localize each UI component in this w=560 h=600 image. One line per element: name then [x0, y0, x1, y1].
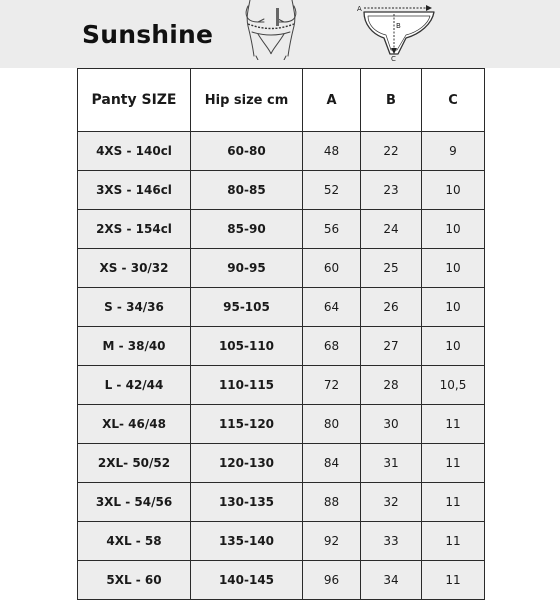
cell-panty-size: 3XL - 54/56 [78, 483, 191, 522]
cell-a: 88 [303, 483, 361, 522]
diagram-label-a: A [357, 5, 362, 13]
cell-panty-size: 2XL- 50/52 [78, 444, 191, 483]
cell-c: 11 [422, 444, 485, 483]
cell-a: 84 [303, 444, 361, 483]
cell-b: 33 [361, 522, 422, 561]
cell-hip-size: 105-110 [191, 327, 303, 366]
table-row [78, 444, 485, 483]
cell-a: 52 [303, 171, 361, 210]
header-panty-size: Panty SIZE [78, 69, 191, 132]
cell-b: 24 [361, 210, 422, 249]
cell-panty-size: 5XL - 60 [78, 561, 191, 600]
cell-c: 9 [422, 132, 485, 171]
header-hip-size: Hip size cm [191, 69, 303, 132]
cell-b: 25 [361, 249, 422, 288]
cell-hip-size: 85-90 [191, 210, 303, 249]
header-c: C [422, 69, 485, 132]
header-a: A [303, 69, 361, 132]
cell-a: 92 [303, 522, 361, 561]
hip-measure-figure-icon [236, 0, 306, 60]
cell-hip-size: 115-120 [191, 405, 303, 444]
cell-a: 72 [303, 366, 361, 405]
cell-b: 34 [361, 561, 422, 600]
cell-b: 27 [361, 327, 422, 366]
cell-a: 48 [303, 132, 361, 171]
cell-panty-size: 2XS - 154cl [78, 210, 191, 249]
brand-title: Sunshine [82, 20, 214, 49]
table-header-row [78, 69, 485, 132]
cell-panty-size: M - 38/40 [78, 327, 191, 366]
table-row [78, 327, 485, 366]
cell-hip-size: 120-130 [191, 444, 303, 483]
cell-a: 56 [303, 210, 361, 249]
cell-a: 68 [303, 327, 361, 366]
cell-hip-size: 95-105 [191, 288, 303, 327]
cell-b: 23 [361, 171, 422, 210]
cell-a: 60 [303, 249, 361, 288]
cell-b: 32 [361, 483, 422, 522]
cell-b: 22 [361, 132, 422, 171]
cell-c: 10 [422, 171, 485, 210]
diagram-label-b: B [396, 22, 401, 30]
cell-c: 10 [422, 288, 485, 327]
cell-hip-size: 135-140 [191, 522, 303, 561]
cell-c: 11 [422, 405, 485, 444]
cell-panty-size: L - 42/44 [78, 366, 191, 405]
table-row [78, 405, 485, 444]
cell-c: 10 [422, 249, 485, 288]
table-body [78, 132, 485, 600]
panty-diagram-icon [350, 2, 440, 62]
cell-c: 10 [422, 210, 485, 249]
size-chart-table [77, 68, 485, 600]
cell-c: 10 [422, 327, 485, 366]
cell-hip-size: 130-135 [191, 483, 303, 522]
cell-c: 11 [422, 522, 485, 561]
cell-hip-size: 80-85 [191, 171, 303, 210]
cell-hip-size: 140-145 [191, 561, 303, 600]
cell-hip-size: 60-80 [191, 132, 303, 171]
table-row [78, 522, 485, 561]
cell-b: 30 [361, 405, 422, 444]
table-row [78, 366, 485, 405]
table-row [78, 132, 485, 171]
cell-a: 64 [303, 288, 361, 327]
table-row [78, 210, 485, 249]
cell-b: 26 [361, 288, 422, 327]
table-row [78, 561, 485, 600]
cell-panty-size: XS - 30/32 [78, 249, 191, 288]
table-row [78, 249, 485, 288]
cell-b: 31 [361, 444, 422, 483]
cell-hip-size: 110-115 [191, 366, 303, 405]
cell-panty-size: 3XS - 146cl [78, 171, 191, 210]
cell-c: 10,5 [422, 366, 485, 405]
table-row [78, 288, 485, 327]
table-row [78, 483, 485, 522]
cell-panty-size: 4XS - 140cl [78, 132, 191, 171]
table-row [78, 171, 485, 210]
cell-a: 96 [303, 561, 361, 600]
cell-b: 28 [361, 366, 422, 405]
header-band [0, 0, 560, 68]
cell-c: 11 [422, 561, 485, 600]
cell-a: 80 [303, 405, 361, 444]
cell-panty-size: 4XL - 58 [78, 522, 191, 561]
header-b: B [361, 69, 422, 132]
cell-c: 11 [422, 483, 485, 522]
diagram-label-c: C [391, 55, 396, 62]
cell-hip-size: 90-95 [191, 249, 303, 288]
cell-panty-size: S - 34/36 [78, 288, 191, 327]
cell-panty-size: XL- 46/48 [78, 405, 191, 444]
